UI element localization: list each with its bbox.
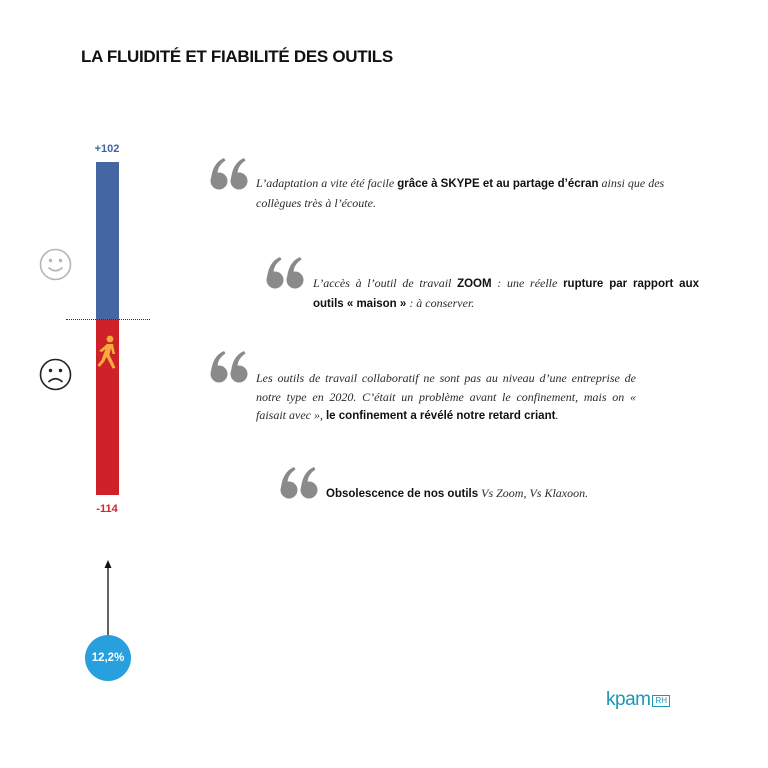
quote-mark-icon xyxy=(210,350,250,384)
positive-bar xyxy=(96,162,119,320)
frown-icon xyxy=(39,358,72,391)
quote-mark-icon xyxy=(280,466,320,500)
quote-4-highlight: Obsolescence de nos outils xyxy=(326,488,479,500)
quote-mark-icon xyxy=(210,157,250,191)
negative-score-label: -114 xyxy=(96,503,118,515)
quote-mark-icon xyxy=(266,256,306,290)
quote-4 xyxy=(326,484,656,504)
quote-2 xyxy=(313,274,699,313)
quote-2-text-mid: : une réelle xyxy=(491,276,564,290)
quote-2-highlight-zoom: ZOOM xyxy=(457,278,492,290)
logo-badge: RH xyxy=(652,695,670,707)
quote-3-text: Les outils de travail collaboratif ne sont pas au niveau d’une entreprise de notre type en 2020. C’était un problème avant le confinement, mais on « faisait avec », xyxy=(256,371,636,422)
percentage-value: 12,2% xyxy=(91,652,125,664)
neutral-divider-line xyxy=(66,319,150,320)
page-title: LA FLUIDITÉ ET FIABILITÉ DES OUTILS xyxy=(81,47,393,66)
quote-3 xyxy=(256,369,636,426)
quote-3-highlight: le confinement a révélé notre retard criant xyxy=(325,410,556,422)
kpam-rh-logo xyxy=(606,689,670,709)
percentage-badge xyxy=(85,635,131,681)
quote-2-text: L’accès à l’outil de travail xyxy=(313,276,458,290)
smiley-icon xyxy=(39,248,72,281)
quote-1-text: L’adaptation a vite été facile xyxy=(256,176,398,190)
quote-1-highlight: grâce à SKYPE et au partage d’écran xyxy=(397,178,599,190)
quote-2-text-end: : à conserver. xyxy=(406,295,475,310)
quote-3-text-end: . xyxy=(555,408,559,422)
walking-person-icon xyxy=(96,335,120,369)
positive-score-label: +102 xyxy=(94,143,120,155)
quote-1 xyxy=(256,174,666,212)
logo-word: kpam xyxy=(606,689,651,710)
quote-4-text: Vs Zoom, Vs Klaxoon. xyxy=(478,486,589,500)
up-arrow-icon xyxy=(101,560,115,646)
quote-2-highlight-rupture: rupture par rapport aux outils « maison » xyxy=(313,278,699,310)
quote-1-text-end: ainsi que des collègues très à l’écoute. xyxy=(256,176,665,210)
